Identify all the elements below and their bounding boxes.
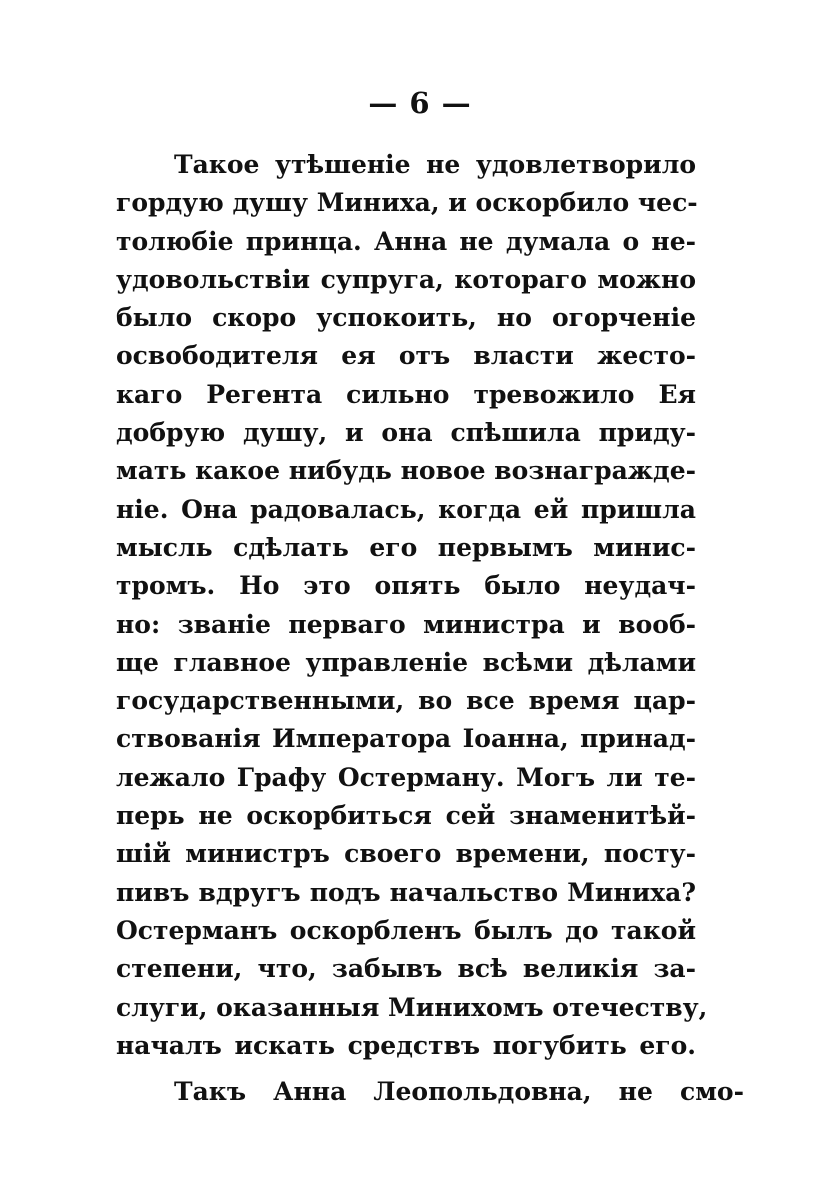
text-line: пивъ вдругъ подъ начальство Миниха?	[116, 877, 696, 907]
body-text	[116, 146, 744, 1111]
text-line: удовольствіи супруга, котораго можно	[116, 264, 696, 294]
text-line: Такъ Анна Леопольдовна, не смо-	[174, 1077, 744, 1107]
text-line: ніе. Она радовалась, когда ей пришла	[116, 494, 696, 524]
text-line: ствованія Императора Іоанна, принад-	[116, 724, 696, 754]
text-line: освободителя ея отъ власти жесто-	[116, 341, 696, 371]
text-line: тoлюбіе принца. Анна не думала о не-	[116, 226, 696, 256]
text-line: началъ искать средствъ погубить его.	[116, 1030, 696, 1060]
text-line: перь не оскорбиться сей знаменитѣй-	[116, 801, 696, 831]
text-line: степени, что, забывъ всѣ великія за-	[116, 954, 696, 984]
text-line: тромъ. Но это опять было неудач-	[116, 571, 696, 601]
text-line: государственными, во все время цар-	[116, 686, 696, 716]
text-line: мать какое нибудь новое вознагражде-	[116, 456, 696, 486]
text-line: лежало Графу Остерману. Могъ ли те-	[116, 762, 696, 792]
text-line: добрую душу, и она спѣшила приду-	[116, 418, 696, 448]
text-line: ще главное управленіе всѣми дѣлами	[116, 647, 696, 677]
text-line: гордую душу Миниха, и оскорбило чес-	[116, 188, 698, 218]
text-line: слуги, оказанныя Минихомъ отечеству,	[116, 992, 708, 1022]
text-line: но: званіе перваго министра и вооб-	[116, 609, 696, 639]
page-number: — 6 —	[368, 86, 472, 120]
text-line: Такое утѣшеніе не удовлетворило	[174, 150, 696, 179]
text-line: Остерманъ оскорбленъ былъ до такой	[116, 915, 696, 945]
text-line: мысль сдѣлать его первымъ минис-	[116, 532, 696, 562]
text-line: каго Регента сильно тревожило Ея	[116, 379, 696, 409]
text-line: было скоро успокоить, но огорченіе	[116, 303, 696, 333]
text-line: шій министръ своего времени, посту-	[116, 839, 696, 869]
